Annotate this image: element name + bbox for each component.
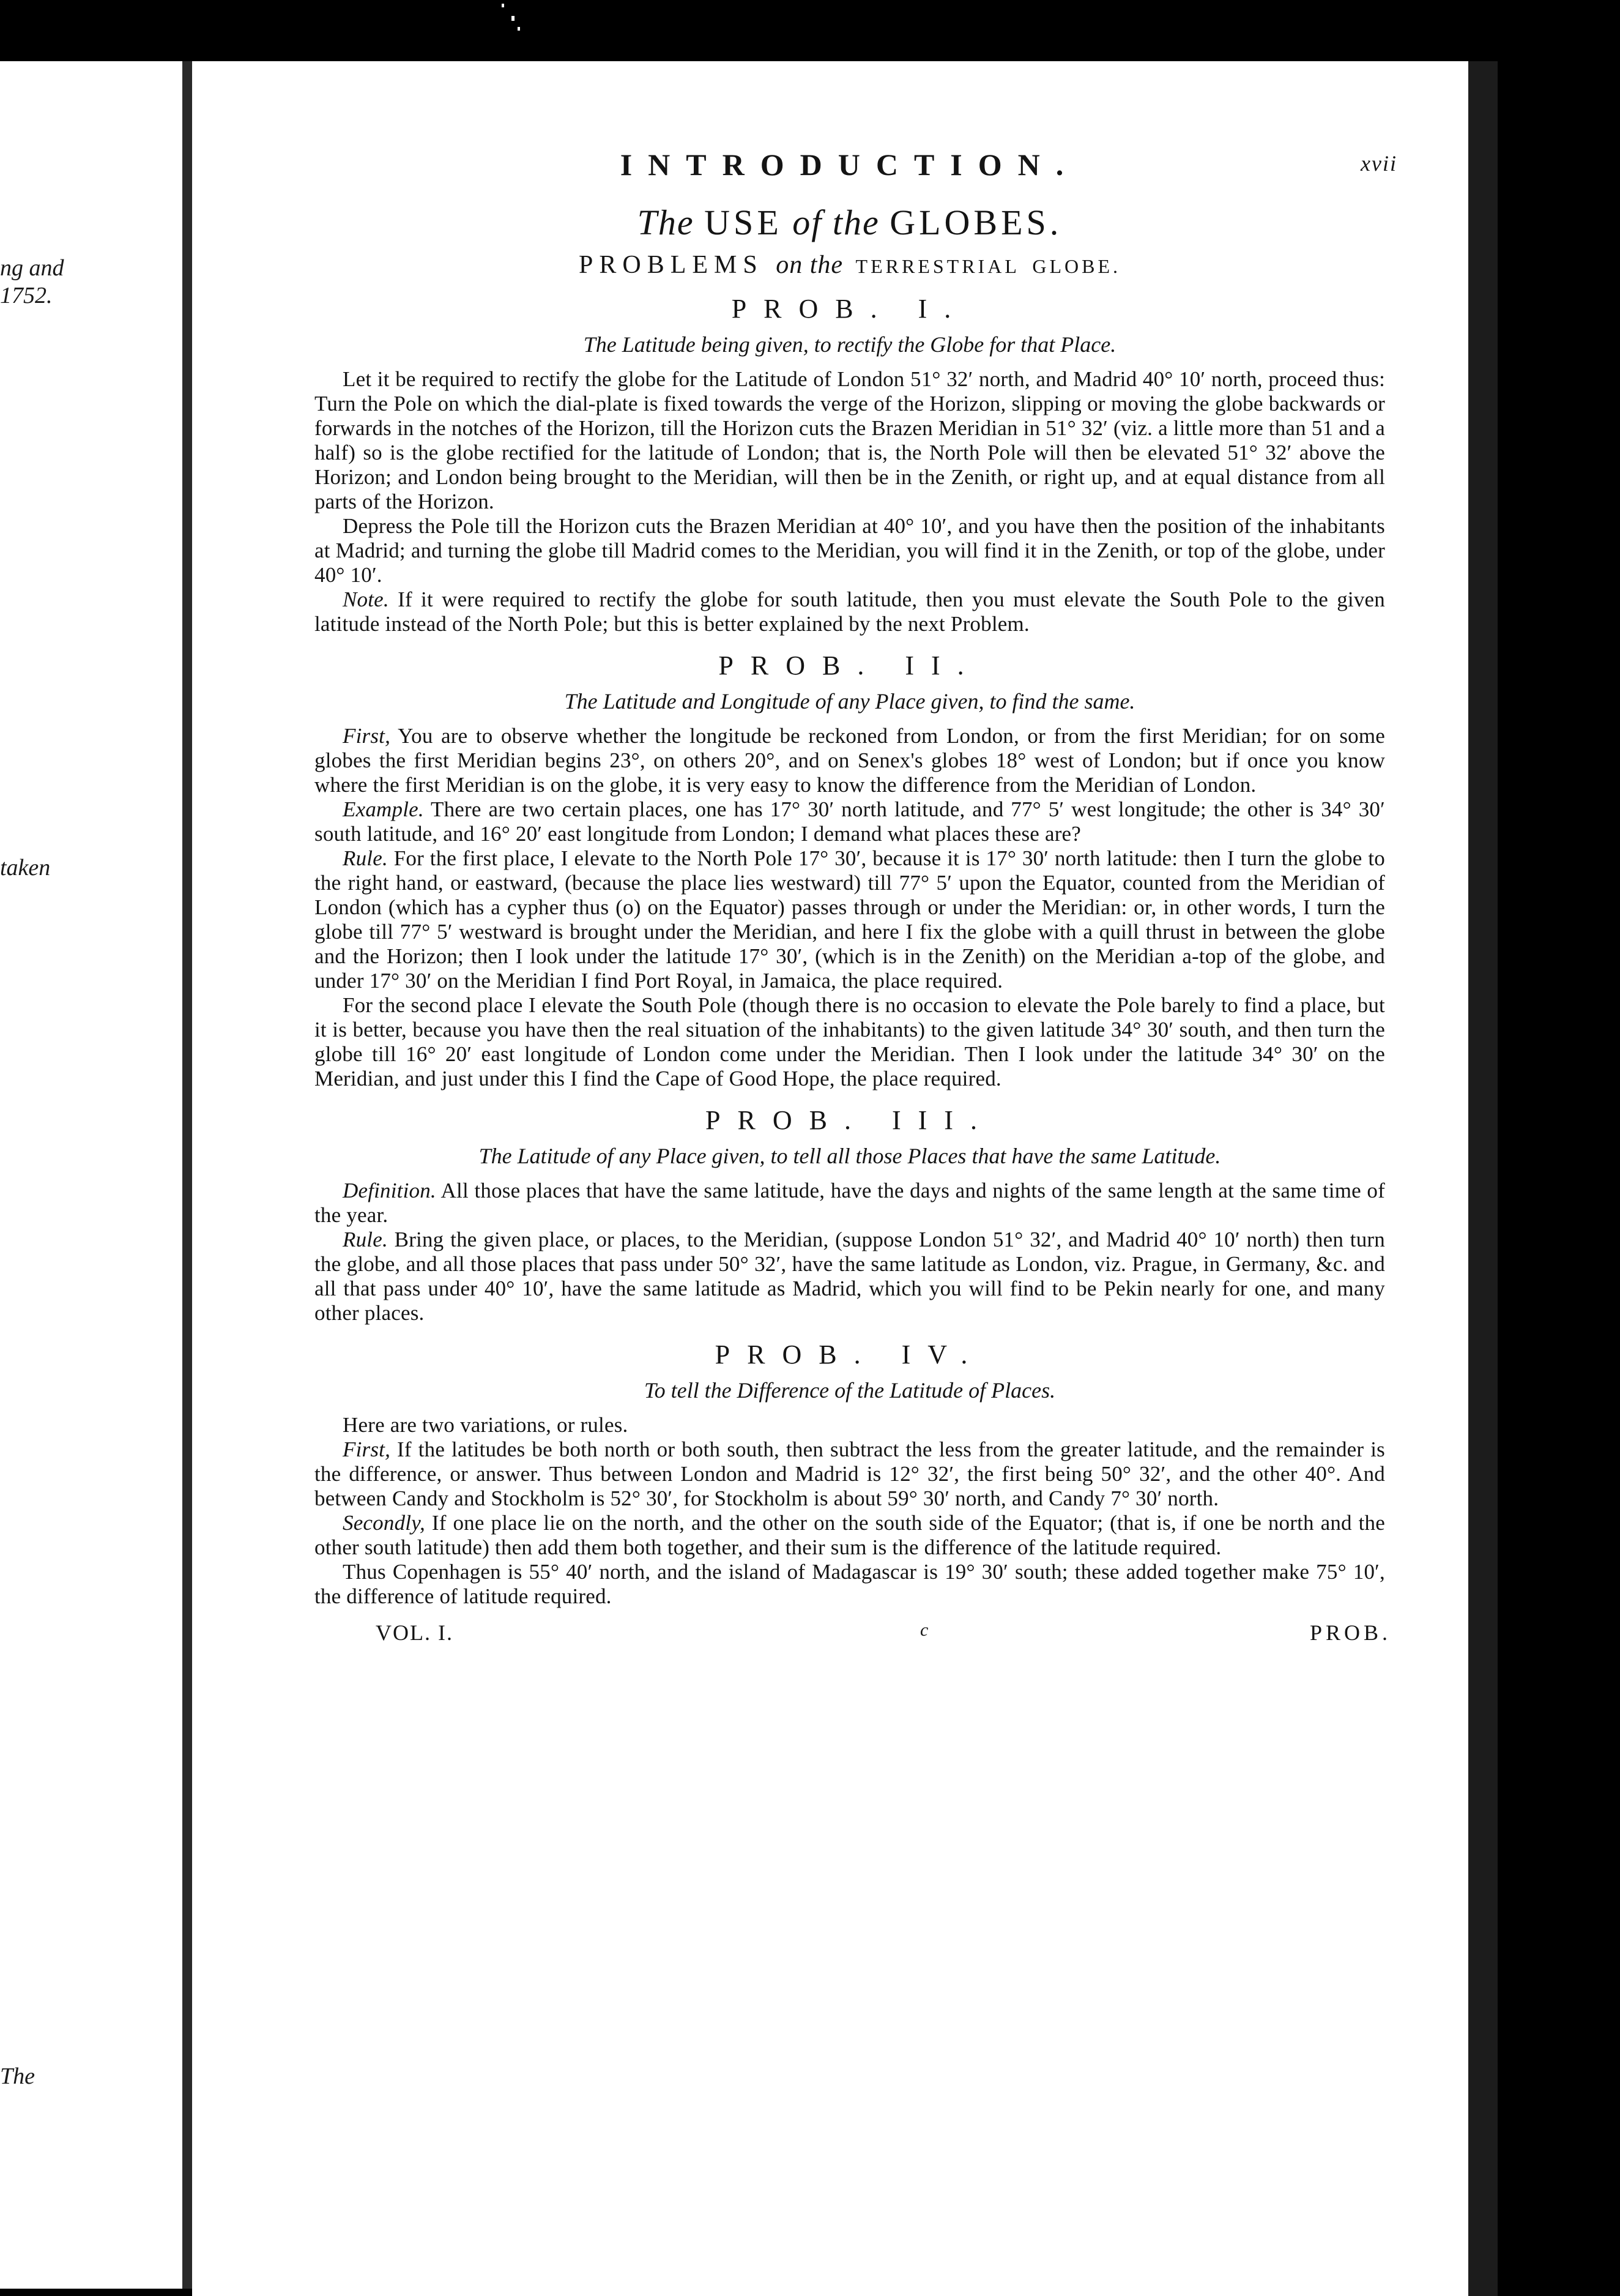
paragraph-lead: Example. bbox=[343, 797, 424, 821]
left-page-edge bbox=[0, 61, 182, 2289]
subsection-title bbox=[314, 250, 1385, 280]
problems-on-the: on the bbox=[776, 251, 844, 279]
paragraph-text: Let it be required to rectify the globe for the Latitude of London 51° 32′ north, and Madrid 40° 10′ north, proceed thus: Turn the Pole on which the dial-plate is fixed towards the verge of the Horizon, slipping or moving the globe backwards or forwards in the notches of the Horizon, till the Horizon cuts the Brazen Meridian in 51° 32′ (viz. a little more than 51 and a half) so is the globe rectified for the latitude of London; that is, the North Pole will then be elevated 51° 32′ above the Horizon; and London being brought to the Meridian, will then be in the Zenith, or right up, and at equal distance from all parts of the Horizon. bbox=[314, 367, 1385, 513]
main-page bbox=[192, 61, 1468, 2296]
problem-heading: PROB. IV. bbox=[715, 1340, 985, 1370]
paragraph-lead: First, bbox=[343, 1437, 391, 1461]
problem-subtitle: The Latitude of any Place given, to tell all those Places that have the same Latitude. bbox=[478, 1144, 1221, 1168]
paragraph-text: You are to observe whether the longitude be reckoned from London, or from the first Meridian; for on some globes the first Meridian begins 23°, on others 20°, and on Senex's globes 18° west of London; but if once you know where the first Meridian is on the globe, it is very easy to know the difference from the Meridian of London. bbox=[314, 724, 1385, 797]
left-page-fragment: The bbox=[0, 2063, 35, 2089]
problem-subtitle: The Latitude being given, to rectify the Globe for that Place. bbox=[583, 332, 1117, 357]
paragraph-lead: Definition. bbox=[343, 1179, 436, 1202]
scan-speck bbox=[502, 4, 504, 7]
page-footer bbox=[314, 1620, 1391, 1657]
left-page-fragment: taken bbox=[0, 855, 51, 881]
paragraph-lead: Rule. bbox=[343, 846, 388, 870]
book-gutter bbox=[182, 61, 192, 2289]
paragraph-text: Thus Copenhagen is 55° 40′ north, and the island of Madagascar is 19° 30′ south; these added together make 75° 10′, the difference of latitude required. bbox=[314, 1560, 1385, 1608]
body-paragraph bbox=[314, 1179, 1385, 1228]
terrestrial-word: TERRESTRIAL bbox=[855, 255, 1020, 277]
body-paragraph bbox=[314, 1511, 1385, 1560]
page-content bbox=[314, 147, 1397, 1657]
paragraph-text: Depress the Pole till the Horizon cuts the Brazen Meridian at 40° 10′, and you have then the position of the inhabitants at Madrid; and turning the globe till Madrid comes to the Meridian, you will find it in the Zenith, or top of the globe, under 40° 10′. bbox=[314, 514, 1385, 587]
right-page-edge bbox=[1468, 61, 1498, 2296]
paragraph-text: Here are two variations, or rules. bbox=[343, 1413, 628, 1437]
problems-word: PROBLEMS bbox=[578, 251, 764, 279]
body-paragraph bbox=[314, 1228, 1385, 1325]
body-paragraph bbox=[314, 993, 1385, 1091]
paragraph-text: For the second place I elevate the South Pole (though there is no occasion to elevate the Pole barely to find a place, but it is better, because you have then the real situation of the inhabitants) to the given latitude 34° 30′ south, and then turn the globe till 16° 20′ east longitude of London come under the Meridian. Then I look under the latitude 34° 30′ on the Meridian, and just under this I find the Cape of Good Hope, the place required. bbox=[314, 993, 1385, 1090]
body-paragraph bbox=[314, 1437, 1385, 1511]
section-title-the2: the bbox=[832, 203, 880, 242]
paragraph-text: If it were required to rectify the globe for south latitude, then you must elevate the South Pole to the given latitude instead of the North Pole; but this is better explained by the next Problem. bbox=[314, 587, 1385, 636]
section-title-globes: GLOBES. bbox=[890, 203, 1063, 242]
left-page-fragment: 1752. bbox=[0, 283, 53, 308]
paragraph-text: If the latitudes be both north or both south, then subtract the less from the greater latitude, and the remainder is the difference, or answer. Thus between London and Madrid is 12° 32′, the first being 50° 32′, and the other 40°. And between Candy and Stockholm is 52° 30′, for Stockholm is about 59° 30′ north, and Candy 7° 30′ north. bbox=[314, 1437, 1385, 1510]
paragraph-lead: Rule. bbox=[343, 1228, 388, 1251]
paragraph-text: If one place lie on the north, and the other on the south side of the Equator; (that is, if one be north and the other south latitude) then add them both together, and their sum is the difference of the latitude required. bbox=[314, 1511, 1385, 1559]
paragraph-text: All those places that have the same latitude, have the days and nights of the same length at the same time of the year. bbox=[314, 1179, 1385, 1227]
page-number: xvii bbox=[1361, 151, 1397, 176]
problem-section bbox=[314, 293, 1385, 636]
paragraph-lead: Secondly, bbox=[343, 1511, 425, 1535]
globe-word: GLOBE. bbox=[1032, 255, 1121, 277]
body-paragraph bbox=[314, 1413, 1385, 1437]
problem-section bbox=[314, 1105, 1385, 1325]
problem-heading: PROB. II. bbox=[718, 650, 981, 680]
problem-heading: PROB. III. bbox=[705, 1105, 994, 1135]
paragraph-text: Bring the given place, or places, to the Meridian, (suppose London 51° 32′, and Madrid 40° 10′ north) then turn the globe, and all those places that pass under 50° 32′, have the same latitude as London, viz. Prague, in Germany, &c. and all that pass under 40° 10′, have the same latitude as Madrid, which you will find to be Pekin nearly for one, and many other places. bbox=[314, 1228, 1385, 1325]
paragraph-lead: First, bbox=[343, 724, 391, 748]
section-title-of: of bbox=[792, 203, 823, 242]
section-title-use: USE bbox=[704, 203, 782, 242]
body-paragraph bbox=[314, 367, 1385, 514]
body-paragraph bbox=[314, 514, 1385, 587]
problem-subtitle: The Latitude and Longitude of any Place given, to find the same. bbox=[564, 689, 1135, 714]
problem-heading: PROB. I. bbox=[731, 294, 968, 324]
body-paragraph bbox=[314, 724, 1385, 797]
volume-label: VOL. I. bbox=[376, 1620, 453, 1645]
running-head bbox=[314, 147, 1397, 190]
section-title-the: The bbox=[637, 203, 694, 242]
running-title: INTRODUCTION. bbox=[620, 147, 1080, 182]
section-title bbox=[314, 202, 1385, 243]
body-paragraph bbox=[314, 587, 1385, 636]
paragraph-lead: Note. bbox=[343, 587, 389, 611]
signature-mark: c bbox=[920, 1620, 929, 1640]
body-paragraph bbox=[314, 797, 1385, 846]
paragraph-text: There are two certain places, one has 17° 30′ north latitude, and 77° 5′ west longitude; the other is 34° 30′ south latitude, and 16° 20′ east longitude from London; I demand what places these are? bbox=[314, 797, 1385, 846]
left-page-fragment: ng and bbox=[0, 255, 64, 281]
problem-section bbox=[314, 1339, 1385, 1609]
problem-subtitle: To tell the Difference of the Latitude of Places. bbox=[644, 1378, 1056, 1403]
paragraph-text: For the first place, I elevate to the North Pole 17° 30′, because it is 17° 30′ north latitude: then I turn the globe to the right hand, or eastward, (because the place lies westward) till 77° 5′ upon the Equator, counted from the Meridian of London (which has a cypher thus (o) on the Equator) passes through or under the Meridian: or, in other words, I turn the globe till 77° 5′ westward is brought under the Meridian, and here I fix the globe with a quill thrust in between the globe and the Horizon; then I look under the latitude 17° 30′, (which is in the Zenith) on the Meridian a-top of the globe, and under 17° 30′ on the Meridian I find Port Royal, in Jamaica, the place required. bbox=[314, 846, 1385, 993]
catchword: PROB. bbox=[1309, 1620, 1391, 1645]
problems-list bbox=[314, 293, 1385, 1609]
problem-section bbox=[314, 650, 1385, 1091]
scan-speck bbox=[511, 16, 515, 21]
body-paragraph bbox=[314, 1560, 1385, 1609]
body-paragraph bbox=[314, 846, 1385, 993]
scan-speck bbox=[518, 27, 520, 31]
